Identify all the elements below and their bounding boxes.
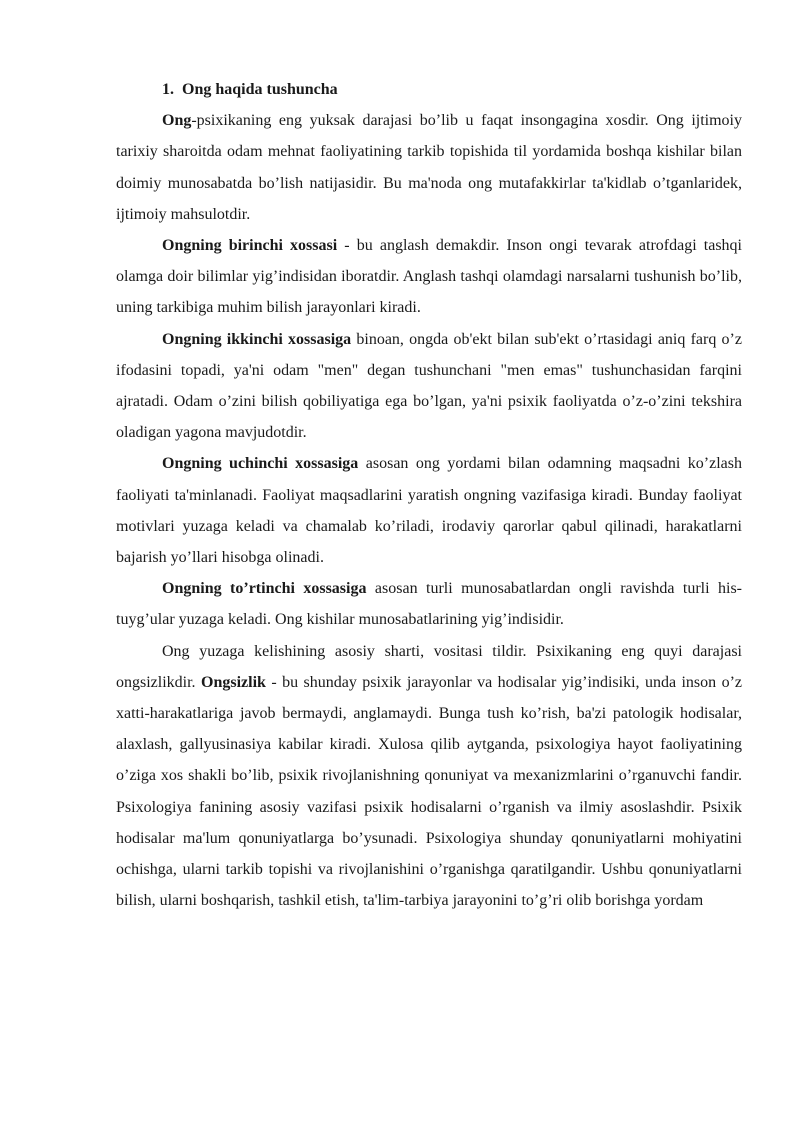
paragraph-text: asosan ong yordami bilan odamning maqsadni ko’zlash faoliyati ta'minlanadi. Faoliyat maqsadlarini yaratish ongning vazifasiga kiradi. Bunday faoliyat motivlari yuzaga keladi va chamalab ko’riladi, irodaviy qarorlar qabul qilinadi, harakatlarni bajarish yo’llari hisobga olinadi. — [116, 455, 742, 567]
paragraph-text: - bu anglash demakdir. Inson ongi tevarak atrofdagi tashqi olamga doir bilimlar yig’indisidan iboratdir. Anglash tashqi olamdagi narsalarni tushunish bo’lib, uning tarkibiga muhim bilish jarayonlari kiradi. — [116, 237, 742, 317]
section-title: Ong haqida tushuncha — [182, 81, 338, 98]
term-ongsizlik: Ongsizlik — [201, 673, 266, 691]
document-page — [116, 74, 742, 916]
term-ong: Ong — [162, 112, 192, 130]
paragraph-second-property — [116, 324, 742, 449]
section-number: 1. — [162, 81, 174, 98]
paragraph-ong-definition — [116, 105, 742, 230]
paragraph-third-property — [116, 448, 742, 573]
term-third-property: Ongning uchinchi xossasiga — [162, 455, 359, 473]
term-first-property: Ongning birinchi xossasi — [162, 237, 338, 255]
paragraph-ongsizlik — [116, 636, 742, 917]
term-fourth-property: Ongning to’rtinchi xossasiga — [162, 580, 367, 598]
paragraph-fourth-property — [116, 573, 742, 635]
paragraph-text: asosan turli munosabatlardan ongli ravishda turli his-tuyg’ular yuzaga keladi. Ong kishilar munosabatlarining yig’indisidir. — [116, 580, 742, 629]
term-second-property: Ongning ikkinchi xossasiga — [162, 330, 352, 348]
paragraph-text: - bu shunday psixik jarayonlar va hodisalar yig’indisiki, unda inson o’z xatti-harakatlariga javob bermaydi, anglamaydi. Bunga tush ko’rish, ba'zi patologik hodisalar, alaxlash, gallyusinasiya kabilar kiradi. Xulosa qilib aytganda, psixologiya hayot faoliyatining o’ziga xos shakli bo’lib, psixik rivojlanishning qonuniyat va mexanizmlarini o’rganuvchi fandir. Psixologiya fanining asosiy vazifasi psixik hodisalarni o’rganish va ilmiy asoslashdir. Psixik hodisalar ma'lum qonuniyatlarga bo’ysunadi. Psixologiya shunday qonuniyatlarni mohiyatini ochishga, ularni tarkib topishi va rivojlanishini o’rganishga qaratilgandir. Ushbu qonuniyatlarni bilish, ularni boshqarish, tashkil etish, ta'lim-tarbiya jarayonini to’g’ri olib borishga yordam — [116, 673, 743, 910]
paragraph-text: binoan, ongda ob'ekt bilan sub'ekt o’rtasidagi aniq farq o’z ifodasini topadi, ya'ni odam "men" degan tushunchani "men emas" tushunchasidan farqini ajratadi. Odam o’zini bilish qobiliyatiga ega bo’lgan, ya'ni psixik faoliyatda o’z-o’zini tekshira oladigan yagona mavjudotdir. — [116, 330, 742, 442]
paragraph-first-property — [116, 230, 742, 324]
paragraph-text-before: Ong yuzaga kelishining asosiy sharti, vositasi tildir. Psixikaning eng quyi darajasi ongsizlikdir. — [116, 642, 742, 691]
section-heading — [116, 74, 742, 105]
paragraph-text: -psixikaning eng yuksak darajasi bo’lib u faqat insongagina xosdir. Ong ijtimoiy tarixiy sharoitda odam mehnat faoliyatining tarkib topishida til yordamida boshqa kishilar bilan doimiy munosabatda bo’lish natijasidir. Bu ma'noda ong mutafakkirlar ta'kidlab o’tganlaridek, ijtimoiy mahsulotdir. — [116, 112, 742, 223]
